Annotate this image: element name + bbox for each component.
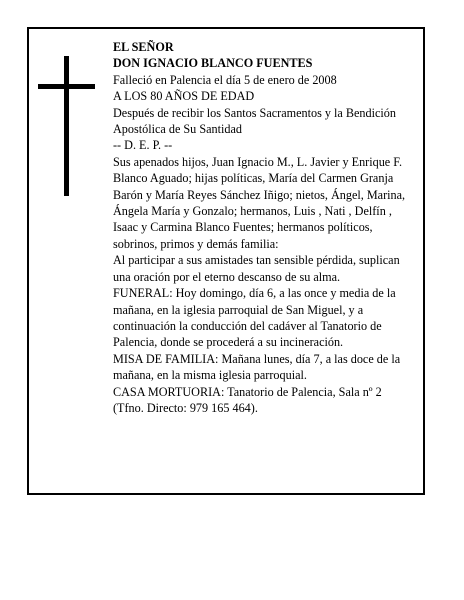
rip-line: -- D. E. P. --: [113, 138, 173, 153]
funeral-info: FUNERAL: Hoy domingo, día 6, a las once y media de la mañana, en la iglesia parroquial de San Miguel, y a continuación la conducción del cadáver al Tanatorio de Palencia, donde se procederá a su incineración.: [113, 286, 396, 350]
cross-icon: [64, 56, 69, 196]
cross-icon-crossbar: [38, 84, 95, 89]
honorific: EL SEÑOR: [113, 40, 174, 54]
age-line: A LOS 80 AÑOS DE EDAD: [113, 89, 255, 104]
family-mass-info: MISA DE FAMILIA: Mañana lunes, día 7, a las doce de la mañana, en la misma iglesia parroquial.: [113, 351, 401, 383]
sacraments-line: Después de recibir los Santos Sacramentos y la Bendición Apostólica de Su Santidad: [113, 105, 396, 137]
funeral-home-info: CASA MORTUORIA: Tanatorio de Palencia, Sala nº 2 (Tfno. Directo: 979 165 464).: [113, 384, 382, 415]
death-date-line: Falleció en Palencia el día 5 de enero de 2008: [113, 72, 337, 87]
prayer-request: Al participar a sus amistades tan sensible pérdida, suplican una oración por el eterno descanso de su alma.: [113, 253, 400, 284]
obituary-text: [113, 39, 413, 416]
deceased-name: DON IGNACIO BLANCO FUENTES: [113, 56, 313, 71]
family-paragraph: Sus apenados hijos, Juan Ignacio M., L. Javier y Enrique F. Blanco Aguado; hijas políticas, María del Carmen Granja Barón y María Reyes Sánchez Iñigo; nietos, Ángel, Marina, Ángela María y Gonzalo; hermanos, Luis , Nati , Delfín , Isaac y Carmina Blanco Fuentes; hermanos políticos, sobrinos, primos y demás familia:: [113, 154, 406, 251]
